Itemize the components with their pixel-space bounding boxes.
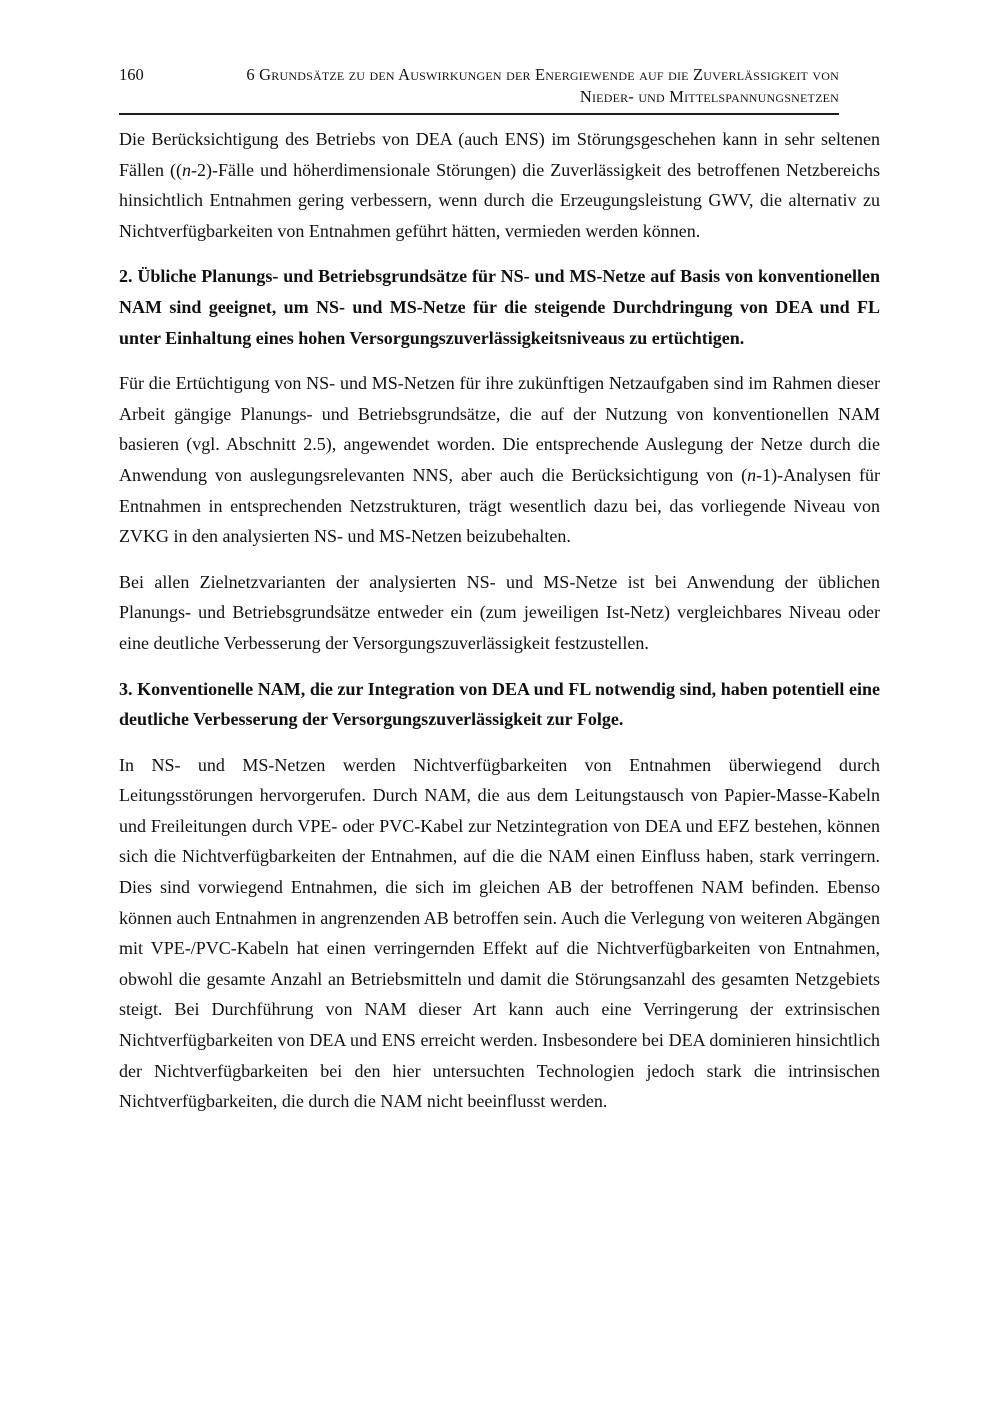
thesis-statement-heading: 2. Übliche Planungs- und Betriebsgrundsätze für NS- und MS-Netze auf Basis von konventionellen NAM sind geeignet, um NS- und MS-Netze für die steigende Durchdringung von DEA und FL unter Einhaltung eines hohen Versorgungszuverlässigkeitsniveaus zu ertüchtigen. (119, 266, 880, 348)
running-head-row (119, 64, 839, 108)
page-header (119, 64, 839, 115)
running-head-line1: 6 Grundsätze zu den Auswirkungen der Energiewende auf die Zuverlässigkeit von (246, 65, 839, 84)
header-rule (119, 113, 839, 115)
body-paragraph: Bei allen Zielnetzvarianten der analysierten NS- und MS-Netze ist bei Anwendung der üblichen Planungs- und Betriebsgrundsätze entweder ein (zum jeweiligen Ist-Netz) vergleichbares Niveau oder eine deutliche Verbesserung der Versorgungszuverlässigkeit festzustellen. (119, 571, 880, 653)
page-number: 160 (119, 65, 144, 84)
thesis-statement-heading: 3. Konventionelle NAM, die zur Integration von DEA und FL notwendig sind, haben potentiell eine deutliche Verbesserung der Versorgungszuverlässigkeit zur Folge. (119, 678, 880, 730)
page-body (119, 124, 880, 1117)
body-paragraph: Die Berücksichtigung des Betriebs von DEA (auch ENS) im Störungsgeschehen kann in sehr seltenen Fällen ((n-2)-Fälle und höherdimensionale Störungen) die Zuverlässigkeit des betroffenen Netzbereichs hinsichtlich Entnahmen gering verbessern, wenn durch die Erzeugungsleistung GWV, die alternativ zu Nichtverfügbarkeiten von Entnahmen geführt hätten, vermieden werden können. (119, 129, 880, 241)
running-head (144, 64, 839, 108)
running-head-line2: Nieder- und Mittelspannungsnetzen (579, 87, 839, 106)
body-paragraph: Für die Ertüchtigung von NS- und MS-Netzen für ihre zukünftigen Netzaufgaben sind im Rahmen dieser Arbeit gängige Planungs- und Betriebsgrundsätze, die auf der Nutzung von konventionellen NAM basieren (vgl. Abschnitt 2.5), angewendet worden. Die entsprechende Auslegung der Netze durch die Anwendung von auslegungsrelevanten NNS, aber auch die Berücksichtigung von (n-1)-Analysen für Entnahmen in entsprechenden Netzstrukturen, trägt wesentlich dazu bei, das vorliegende Niveau von ZVKG in den analysierten NS- und MS-Netzen beizubehalten. (119, 373, 880, 547)
body-paragraph: In NS- und MS-Netzen werden Nichtverfügbarkeiten von Entnahmen überwiegend durch Leitungsstörungen hervorgerufen. Durch NAM, die aus dem Leitungstausch von Papier-Masse-Kabeln und Freileitungen durch VPE- oder PVC-Kabel zur Netzintegration von DEA und EFZ bestehen, können sich die Nichtverfügbarkeiten der Entnahmen, auf die die NAM einen Einfluss haben, stark verringern. Dies sind vorwiegend Entnahmen, die sich im gleichen AB der betroffenen NAM befinden. Ebenso können auch Entnahmen in angrenzenden AB betroffen sein. Auch die Verlegung von weiteren Abgängen mit VPE-/PVC-Kabeln hat einen verringernden Effekt auf die Nichtverfügbarkeiten von Entnahmen, obwohl die gesamte Anzahl an Betriebsmitteln und damit die Störungsanzahl des gesamten Netzgebiets steigt. Bei Durchführung von NAM dieser Art kann auch eine Verringerung der extrinsischen Nichtverfügbarkeiten von DEA und ENS erreicht werden. Insbesondere bei DEA dominieren hinsichtlich der Nichtverfügbarkeiten bei den hier untersuchten Technologien jedoch stark die intrinsischen Nichtverfügbarkeiten, die durch die NAM nicht beeinflusst werden. (119, 754, 880, 1112)
